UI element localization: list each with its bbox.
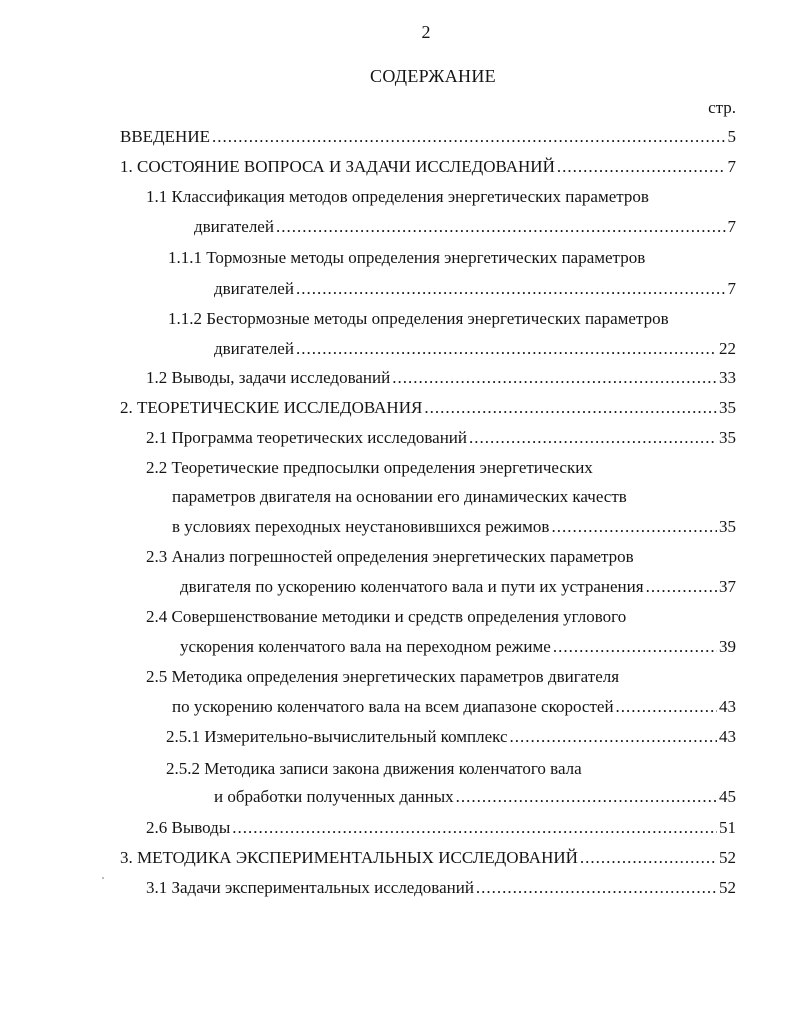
- toc-entry-2-2: [172, 516, 736, 538]
- toc-entry-title: двигателей: [194, 217, 274, 236]
- toc-entry-title: двигателя по ускорению коленчатого вала и пути их устранения: [180, 577, 644, 596]
- scan-speck: [102, 877, 104, 879]
- toc-entry-2-2-line-2: параметров двигателя на основании его динамических качеств: [172, 487, 627, 506]
- toc-entry-1-1: [194, 216, 736, 238]
- toc-entry-page: 7: [727, 217, 736, 236]
- toc-entry-2-3-line-1: 2.3 Анализ погрешностей определения энергетических параметров: [146, 547, 634, 566]
- toc-entry-page: 7: [727, 157, 736, 176]
- toc-entry-2-5: [172, 696, 736, 718]
- toc-entry-2-5-line-1: 2.5 Методика определения энергетических параметров двигателя: [146, 667, 620, 686]
- toc-entry-1-1-1: [214, 278, 736, 300]
- toc-entry-2-4: [180, 636, 736, 658]
- toc-entry-page: 33: [719, 368, 736, 387]
- toc-entry-page: 22: [719, 339, 736, 358]
- toc-entry-title: 1.2 Выводы, задачи исследований: [146, 368, 391, 387]
- toc-entry-title: двигателей: [214, 339, 294, 358]
- toc-entry-2-3: [180, 576, 736, 598]
- toc-entry-page: 43: [719, 727, 736, 746]
- toc-entry-title: ускорения коленчатого вала на переходном режиме: [180, 637, 551, 656]
- page-number: 2: [421, 22, 431, 42]
- toc-entry-page: 52: [719, 848, 736, 867]
- toc-entry-page: 35: [719, 398, 736, 417]
- toc-entry-title: 2.5.1 Измерительно-вычислительный комплекс: [166, 727, 508, 746]
- toc-entry-chapter-2: [120, 397, 736, 419]
- toc-entry-title: в условиях переходных неустановившихся режимов: [172, 517, 550, 536]
- toc-entry-2-5-2-line-1: 2.5.2 Методика записи закона движения коленчатого вала: [166, 759, 582, 778]
- toc-entry-1-2: [146, 367, 736, 389]
- toc-entry-title: 1. СОСТОЯНИЕ ВОПРОСА И ЗАДАЧИ ИССЛЕДОВАНИЙ: [120, 157, 555, 176]
- toc-entry-title: 2.1 Программа теоретических исследований: [146, 428, 467, 447]
- toc-entry-2-5-2: [214, 786, 736, 808]
- toc-entry-introduction: [120, 126, 736, 148]
- toc-entry-title: двигателей: [214, 279, 294, 298]
- toc-entry-2-2-line-1: 2.2 Теоретические предпосылки определения энергетических: [146, 458, 593, 477]
- toc-entry-page: 5: [727, 127, 736, 146]
- toc-entry-title: 2.6 Выводы: [146, 818, 231, 837]
- toc-entry-3-1: [146, 877, 736, 899]
- toc-entry-page: 37: [719, 577, 736, 596]
- toc-entry-1-1-line-1: 1.1 Классификация методов определения энергетических параметров: [146, 187, 649, 206]
- toc-entry-2-6: [146, 817, 736, 839]
- toc-entry-page: 52: [719, 878, 736, 897]
- toc-entry-title: и обработки полученных данных: [214, 787, 454, 806]
- toc-entry-2-4-line-1: 2.4 Совершенствование методики и средств определения углового: [146, 607, 627, 626]
- page-column-label: стр.: [708, 98, 736, 117]
- toc-entry-2-1: [146, 427, 736, 449]
- toc-entry-page: 39: [719, 637, 736, 656]
- toc-entry-page: 35: [719, 517, 736, 536]
- toc-entry-2-5-1: [166, 726, 736, 748]
- toc-entry-1-1-2-line-1: 1.1.2 Бестормозные методы определения энергетических параметров: [168, 309, 669, 328]
- toc-entry-page: 35: [719, 428, 736, 447]
- toc-entry-1-1-1-line-1: 1.1.1 Тормозные методы определения энергетических параметров: [168, 248, 646, 267]
- toc-entry-page: 51: [719, 818, 736, 837]
- toc-entry-chapter-1: [120, 156, 736, 178]
- toc-entry-chapter-3: [120, 847, 736, 869]
- toc-entry-title: 3. МЕТОДИКА ЭКСПЕРИМЕНТАЛЬНЫХ ИССЛЕДОВАНИЙ: [120, 848, 578, 867]
- toc-entry-title: 3.1 Задачи экспериментальных исследований: [146, 878, 474, 897]
- toc-entry-1-1-2: [214, 338, 736, 360]
- page-title: СОДЕРЖАНИЕ: [370, 66, 496, 86]
- toc-entry-page: 45: [719, 787, 736, 806]
- toc-entry-title: ВВЕДЕНИЕ: [120, 127, 210, 146]
- toc-entry-page: 43: [719, 697, 736, 716]
- toc-entry-title: 2. ТЕОРЕТИЧЕСКИЕ ИССЛЕДОВАНИЯ: [120, 398, 423, 417]
- toc-entry-page: 7: [727, 279, 736, 298]
- toc-entry-title: по ускорению коленчатого вала на всем диапазоне скоростей: [172, 697, 614, 716]
